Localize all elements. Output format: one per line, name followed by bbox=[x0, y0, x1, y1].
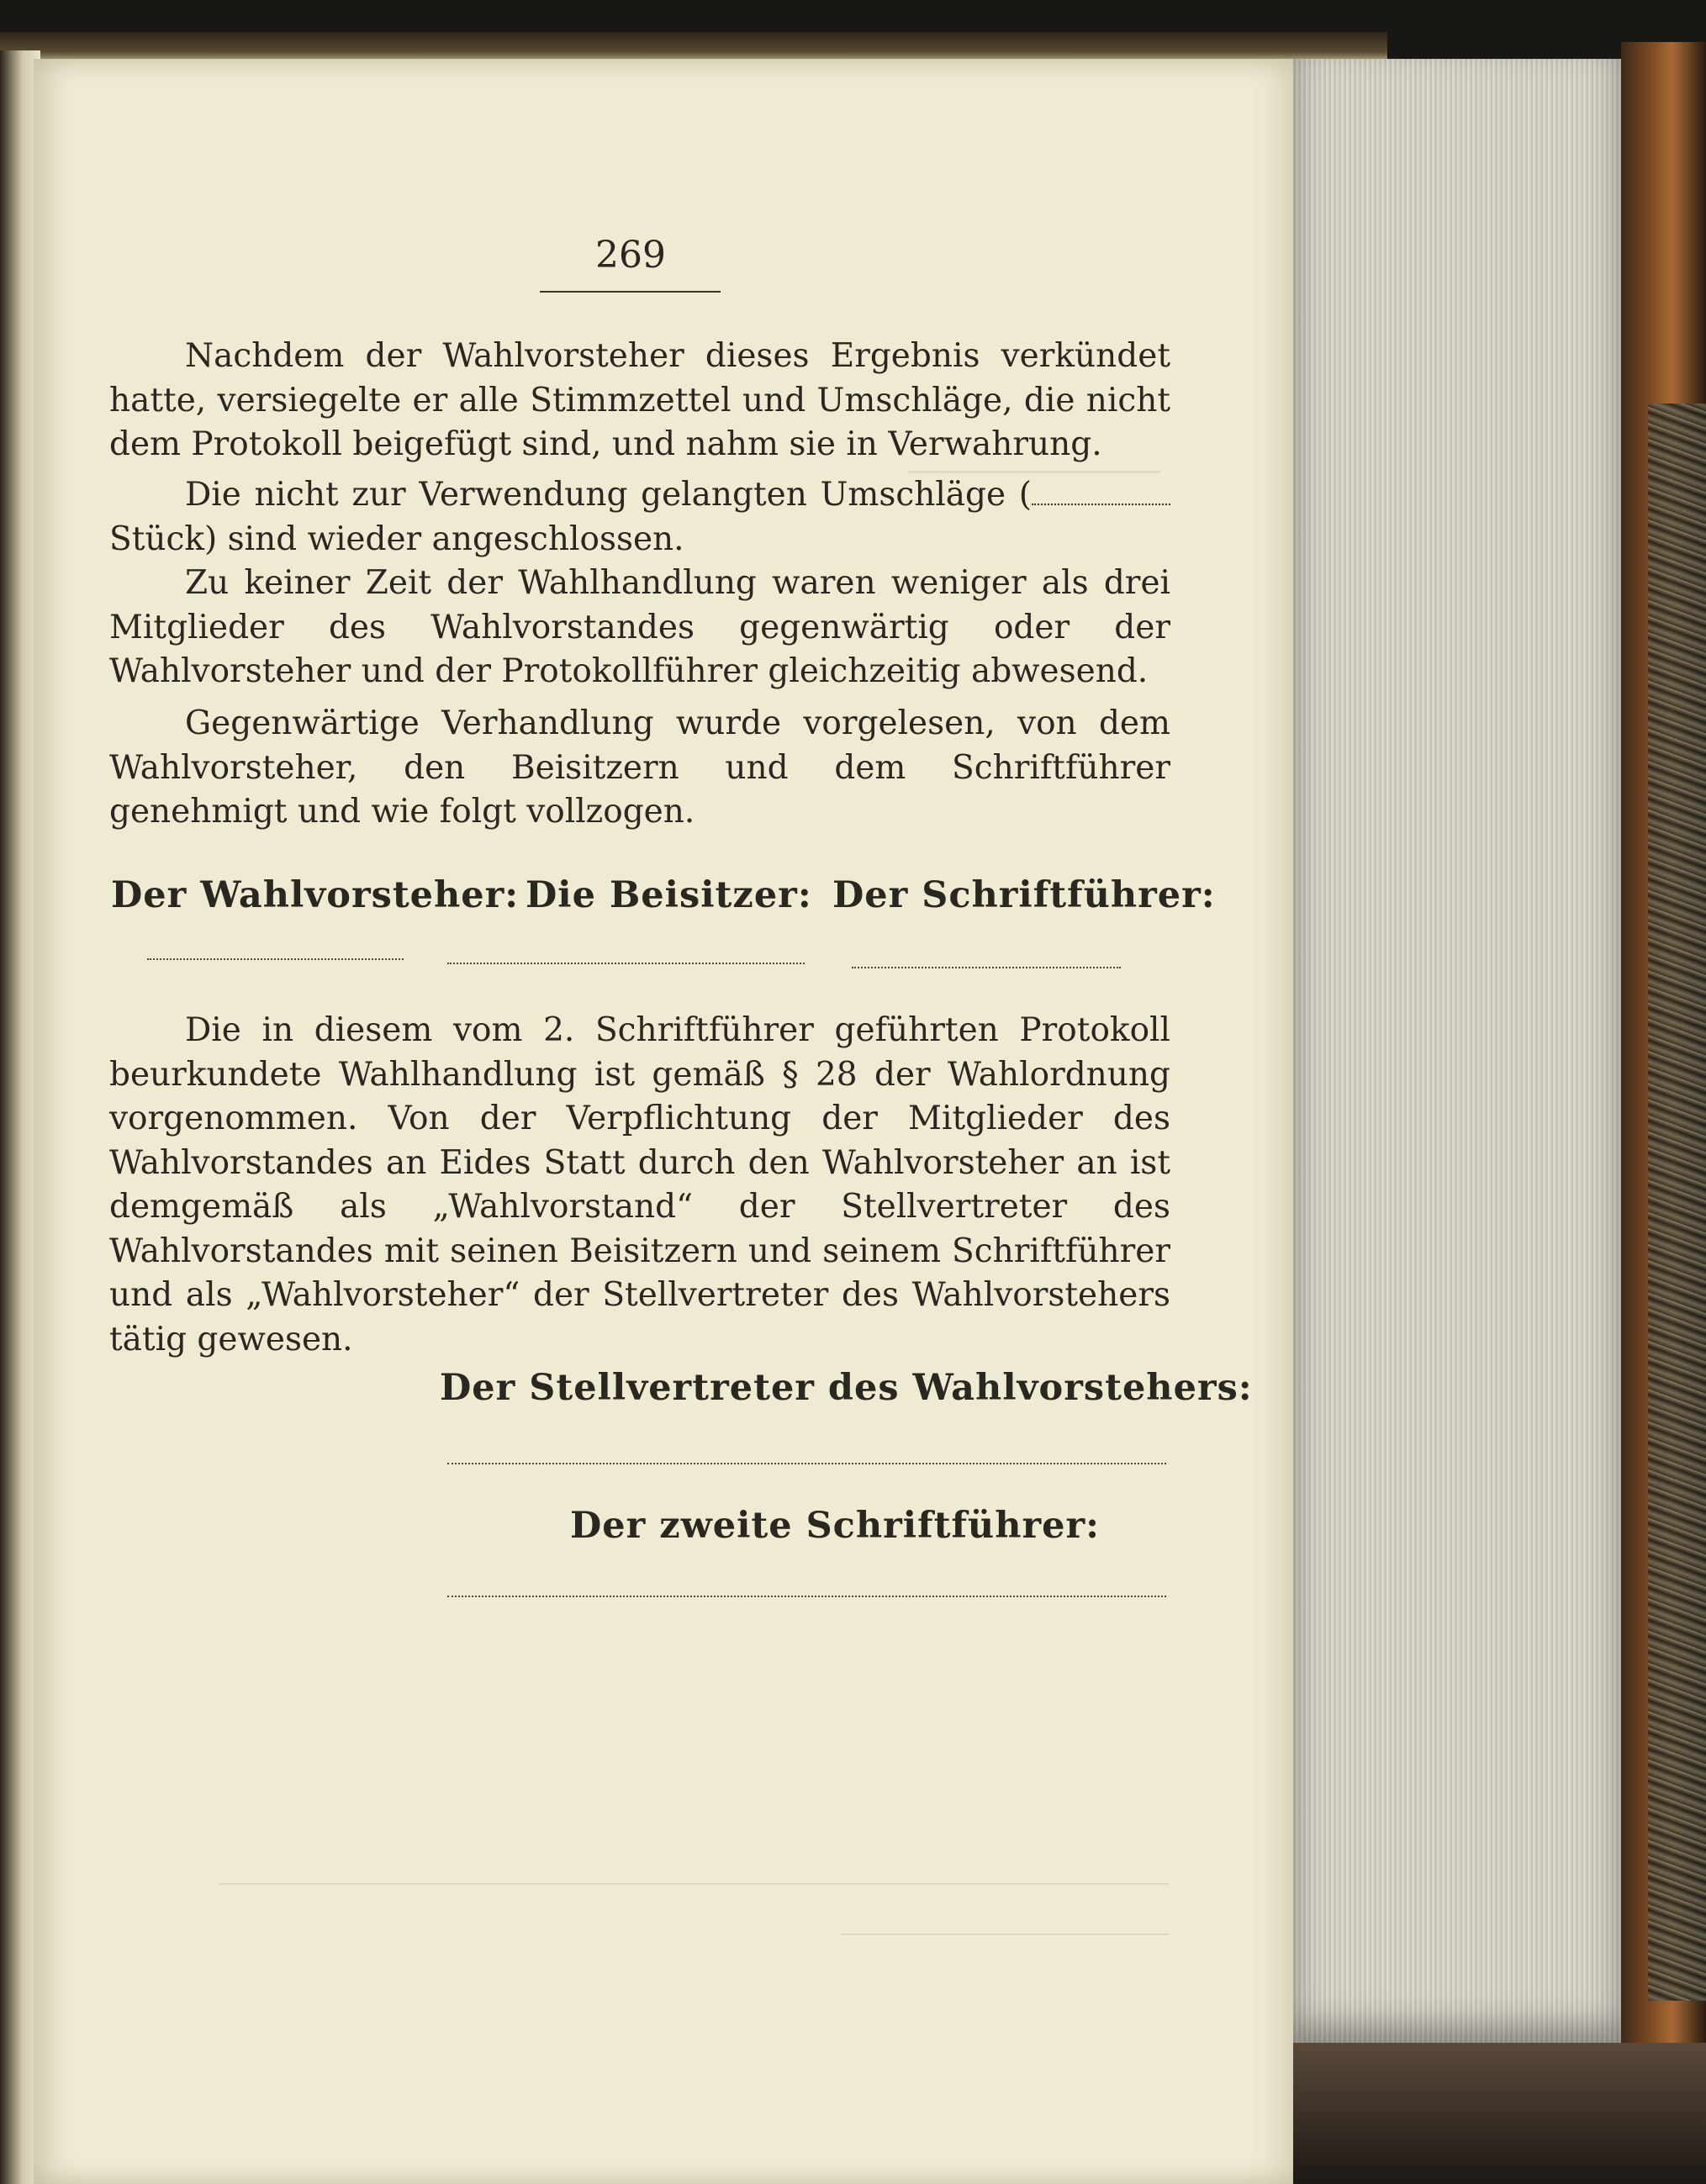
count-fill-line bbox=[1032, 478, 1170, 505]
signature-heading-wahlvorsteher: Der Wahlvorsteher: bbox=[111, 874, 520, 916]
signature-line-schriftfuehrer bbox=[852, 967, 1121, 968]
signature-line-zweiter-schriftfuehrer bbox=[447, 1596, 1166, 1597]
signature-line-wahlvorsteher bbox=[147, 958, 404, 960]
show-through-line bbox=[219, 1883, 1169, 1885]
stueck-text: Stück) bbox=[109, 520, 218, 558]
signature-line-stellvertreter bbox=[447, 1463, 1166, 1464]
page-stack-edge bbox=[1293, 59, 1621, 2043]
page-number: 269 bbox=[595, 234, 666, 277]
paragraph-zeit: Zu keiner Zeit der Wahlhandlung waren weniger als drei Mitglieder des Wahlvorstandes gegenwärtig oder der Wahlvorsteher und der Protokollführer gleichzeitig abwesend. bbox=[109, 564, 1170, 690]
signature-heading-zweiter-schriftfuehrer: Der zweite Schriftführer: bbox=[570, 1505, 1101, 1547]
book-bottom-shadow bbox=[1293, 2043, 1706, 2184]
page-number-rule bbox=[540, 291, 721, 293]
paragraph-umschlaege bbox=[109, 473, 1170, 562]
show-through-line bbox=[841, 1933, 1169, 1935]
paragraph-verhandlung: Gegenwärtige Verhandlung wurde vorgelesen, von dem Wahlvorsteher, den Beisitzern und dem Schriftführer genehmigt und wie folgt vollzogen. bbox=[109, 704, 1170, 831]
signature-heading-schriftfuehrer: Der Schriftführer: bbox=[832, 874, 1216, 916]
signature-heading-beisitzer: Die Beisitzer: bbox=[526, 874, 812, 916]
angeschlossen-text: sind wieder angeschlossen. bbox=[227, 520, 684, 558]
signature-line-beisitzer bbox=[447, 963, 805, 964]
marbled-board bbox=[1648, 404, 1706, 2001]
umschlaege-text: Die nicht zur Verwendung gelangten Umschläge ( bbox=[185, 476, 1032, 514]
signature-heading-stellvertreter: Der Stellvertreter des Wahlvorstehers: bbox=[440, 1367, 1253, 1409]
paragraph-ergebnis: Nachdem der Wahlvorsteher dieses Ergebnis verkündet hatte, versiegelte er alle Stimmzettel und Umschläge, die nicht dem Protokoll beigefügt sind, und nahm sie in Verwahrung. bbox=[109, 337, 1170, 463]
paragraph-beurkundung: Die in diesem vom 2. Schriftführer geführten Protokoll beurkundete Wahlhandlung ist gemäß § 28 der Wahlordnung vorgenommen. Von der Verpflichtung der Mitglieder des Wahlvorstandes an Eides Statt durch den Wahlvorsteher an ist demgemäß als „Wahlvorstand“ der Stellvertreter des Wahlvorstandes mit seinen Beisitzern und seinem Schriftführer und als „Wahlvorsteher“ der Stellvertreter des Wahlvorstehers tätig gewesen. bbox=[109, 1011, 1170, 1358]
